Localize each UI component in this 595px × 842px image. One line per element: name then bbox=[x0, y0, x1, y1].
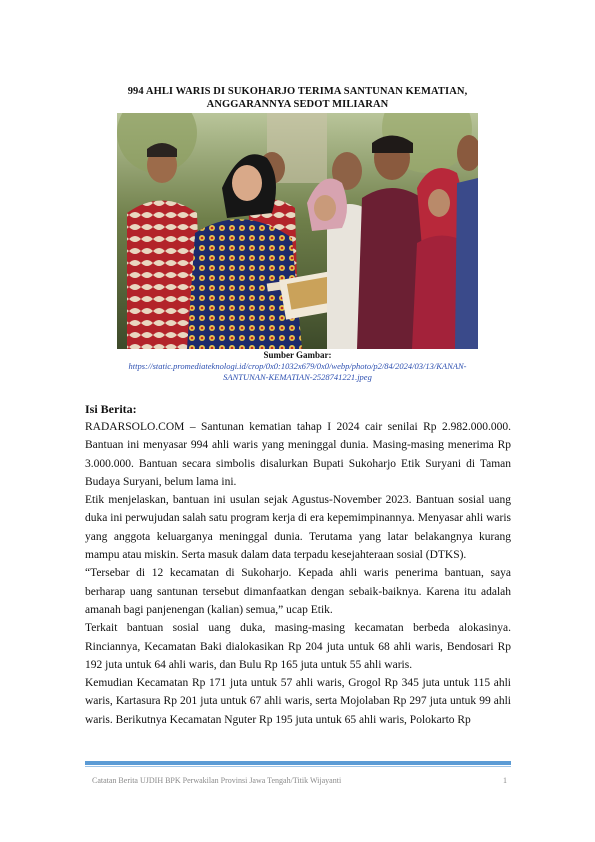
footer-divider-thin bbox=[85, 766, 511, 767]
footer-note: Catatan Berita UJDIH BPK Perwakilan Provinsi Jawa Tengah/Titik Wijayanti bbox=[92, 776, 342, 785]
title-line-1: 994 AHLI WARIS DI SUKOHARJO TERIMA SANTUNAN KEMATIAN, bbox=[127, 86, 468, 97]
article-photo bbox=[117, 113, 478, 349]
image-url-line-2[interactable]: SANTUNAN-KEMATIAN-2528741221.jpeg bbox=[223, 372, 372, 382]
paragraph: Kemudian Kecamatan Rp 171 juta untuk 57 ahli waris, Grogol Rp 345 juta untuk 115 ahli waris, Kartasura Rp 201 juta untuk 67 ahli waris, serta Mojolaban Rp 297 juta untuk 99 ahli waris. Berikutnya Kecamatan Nguter Rp 195 juta untuk 65 ahli waris, Polokarto Rp bbox=[85, 677, 511, 726]
image-source-url[interactable] bbox=[95, 361, 500, 383]
image-url-line-1[interactable]: https://static.promediateknologi.id/crop/0x0:1032x679/0x0/webp/photo/p2/84/2024/03/13/KANAN- bbox=[128, 361, 467, 371]
paragraph: RADARSOLO.COM – Santunan kematian tahap I 2024 cair senilai Rp 2.982.000.000. Bantuan ini menyasar 994 ahli waris yang meninggal dunia. Masing-masing menerima Rp 3.000.000. Bantuan secara simbolis disalurkan Bupati Sukoharjo Etik Suryani di Taman Budaya Suryani, belum lama ini. bbox=[85, 421, 511, 488]
image-source-label: Sumber Gambar: bbox=[263, 350, 332, 360]
article-body bbox=[85, 418, 511, 729]
paragraph: Terkait bantuan sosial uang duka, masing-masing kecamatan berbeda alokasinya. Rinciannya, Kecamatan Baki dialokasikan Rp 204 juta untuk 68 ahli waris, Bendosari Rp 192 juta untuk 64 ahli waris, dan Bulu Rp 165 juta untuk 55 ahli waris. bbox=[85, 622, 511, 671]
title-line-2: ANGGARANNYA SEDOT MILIARAN bbox=[206, 99, 389, 110]
footer-divider bbox=[85, 761, 511, 765]
paragraph: “Tersebar di 12 kecamatan di Sukoharjo. Kepada ahli waris penerima bantuan, saya berharap uang santunan tersebut dimanfaatkan dengan sebaik-baiknya. Karena itu adalah amanah bagi panjenengan (kalian) semua,” ucap Etik. bbox=[85, 567, 511, 616]
news-content-label: Isi Berita: bbox=[85, 402, 137, 416]
paragraph: Etik menjelaskan, bantuan ini usulan sejak Agustus-November 2023. Bantuan sosial uang duka ini perwujudan salah satu program kerja di era kepemimpinannya. Menyasar ahli waris yang anggota keluarganya meninggal dunia. Terutama yang latar belakangnya kurang mampu atau miskin. Serta masuk dalam data terpadu kesejahteraan sosial (DTKS). bbox=[85, 494, 511, 562]
ceremony-photo-illustration bbox=[117, 113, 478, 349]
article-title bbox=[60, 85, 535, 111]
page-number: 1 bbox=[503, 776, 507, 785]
